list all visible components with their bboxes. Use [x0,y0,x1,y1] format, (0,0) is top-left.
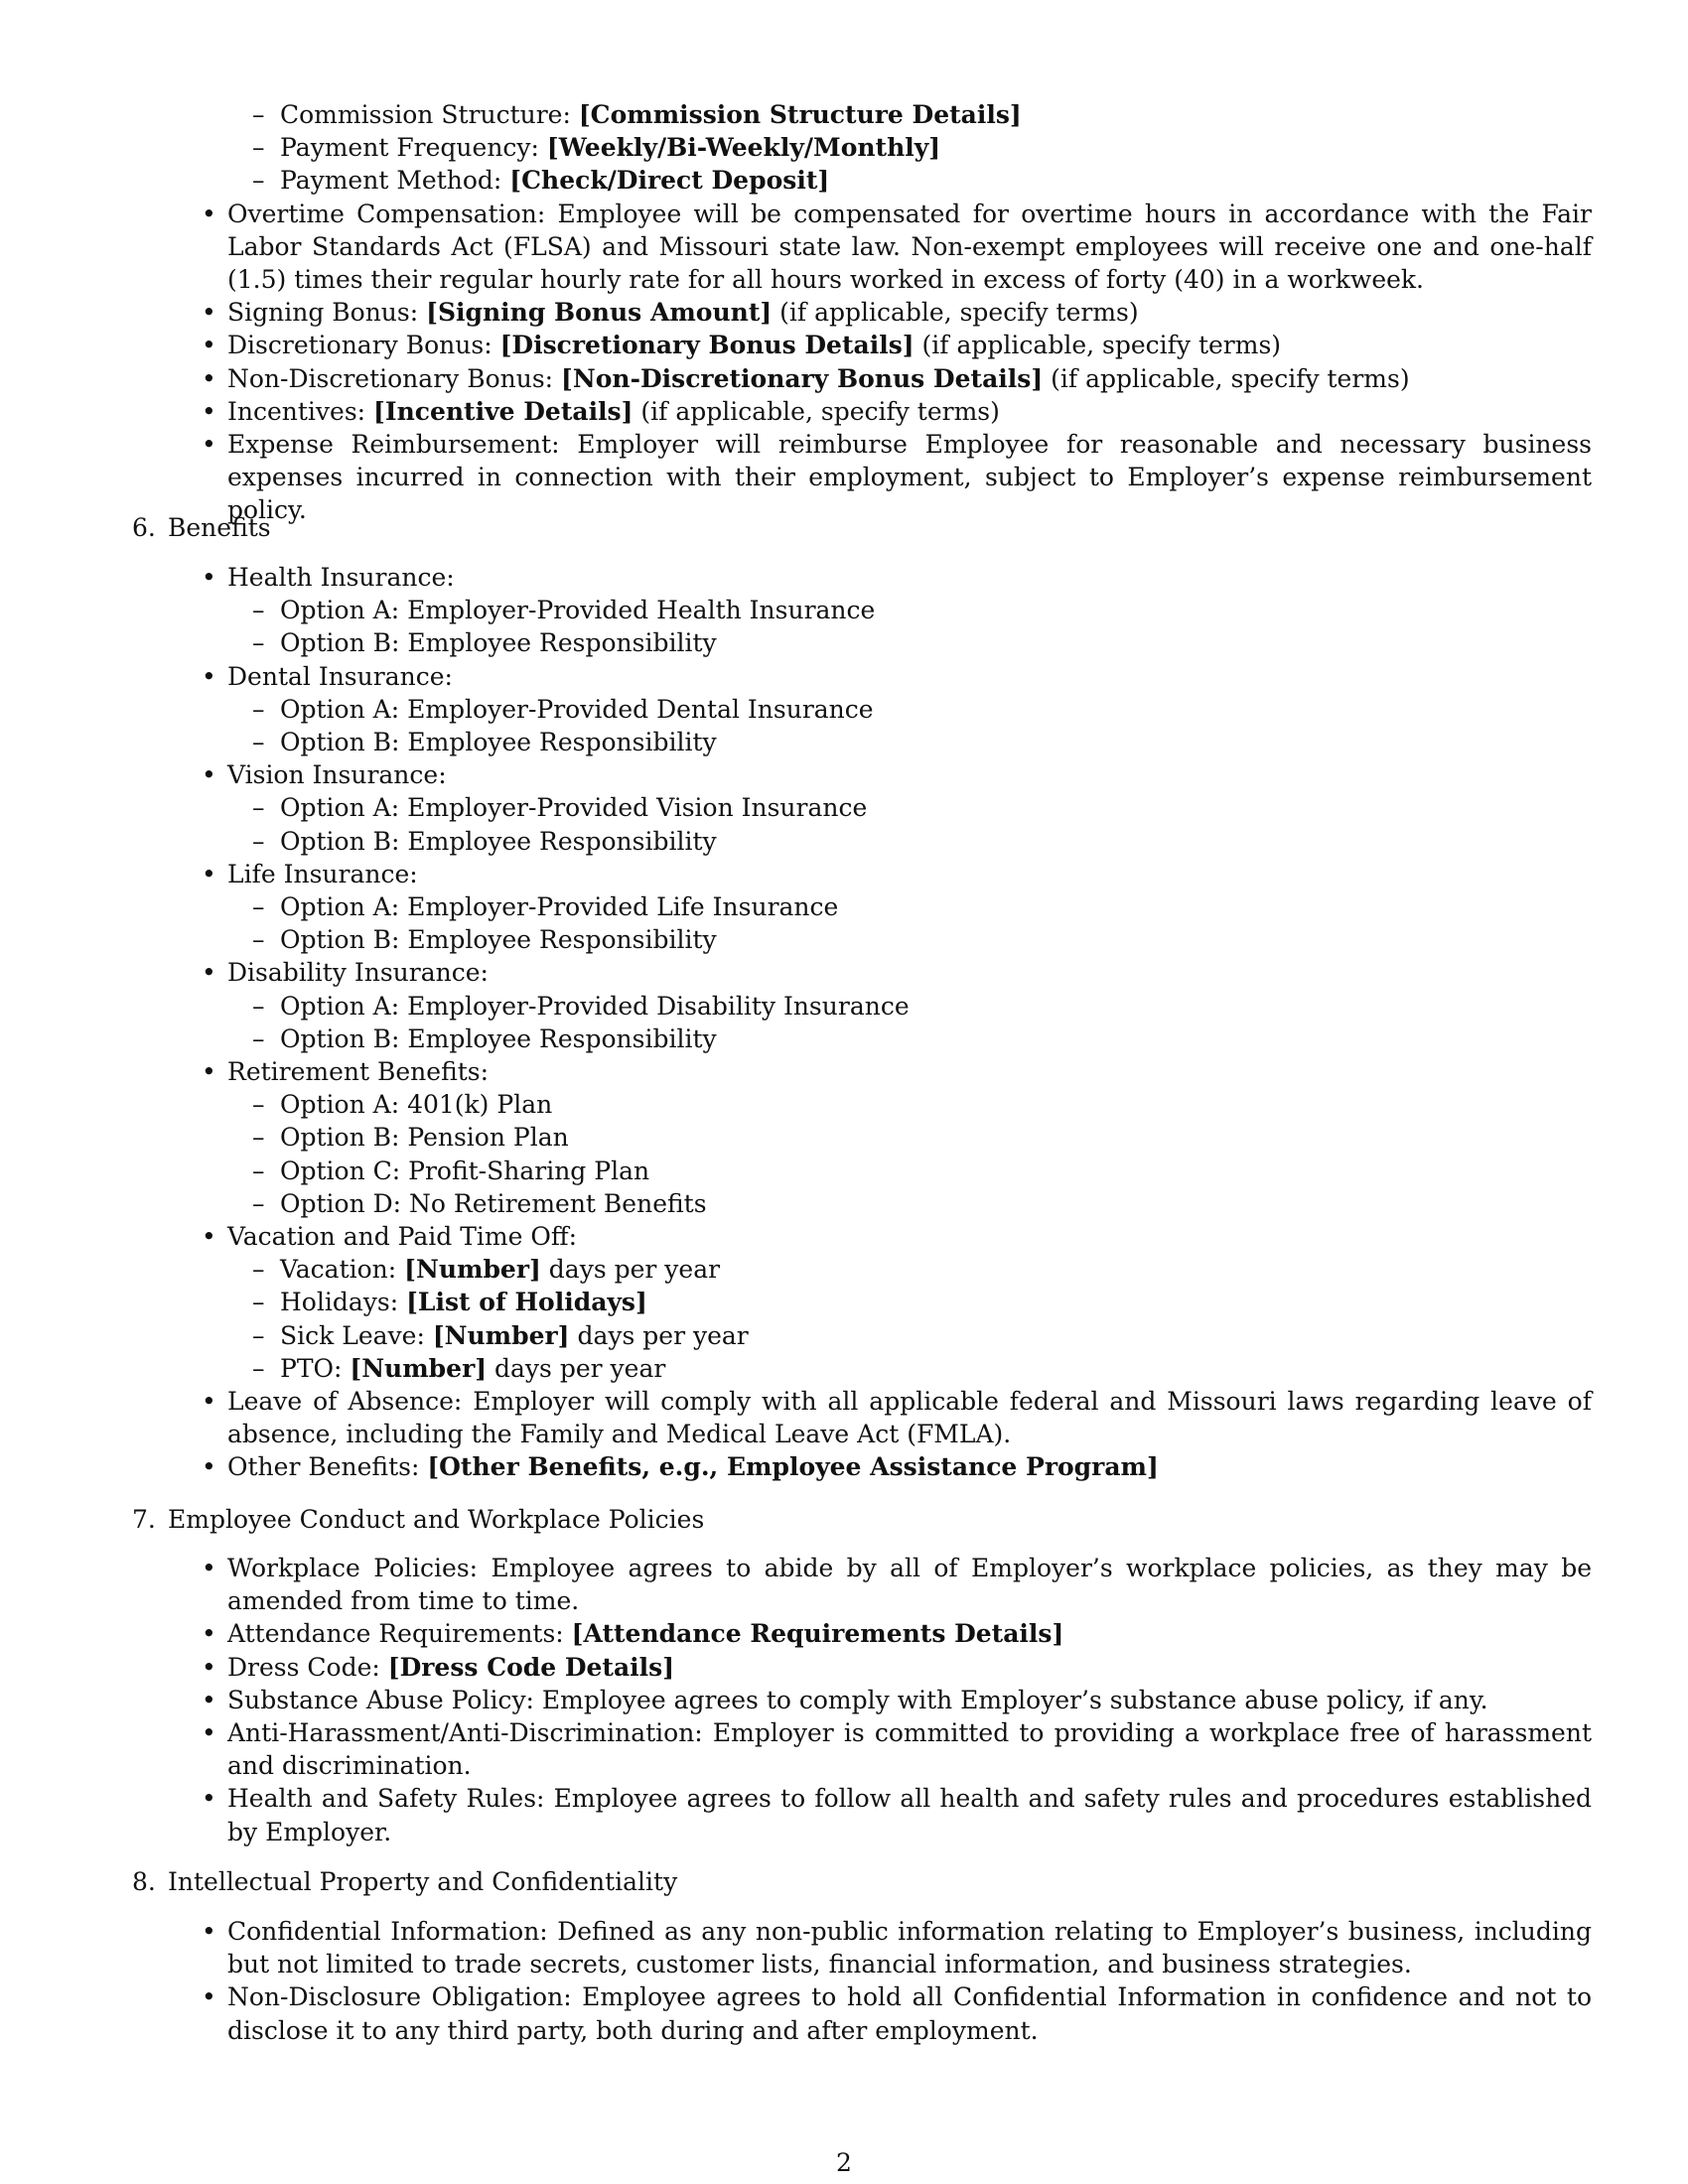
compensation-continued [0,98,1688,527]
life-insurance-item: • Life Insurance: [202,859,418,888]
expense-reimbursement-item: • Expense Reimbursement: Employer will reimburse Employee for reasonable and necessary business expenses incurred in connection with their employment, subject to Employer’s expense reimbursement policy. [202,430,1592,525]
workplace-policies-item: • Workplace Policies: Employee agrees to abide by all of Employer’s workplace policies, as they may be amended from time to time. [202,1554,1592,1616]
pto-item: – PTO: [Number] days per year [252,1353,666,1383]
vacation-days-item: – Vacation: [Number] days per year [252,1255,721,1285]
vision-insurance-item: • Vision Insurance: [202,760,447,790]
other-benefits-item: • Other Benefits: [Other Benefits, e.g., Employee Assistance Program] [202,1452,1159,1482]
health-insurance-item: • Health Insurance: [202,563,455,592]
disability-insurance-item: • Disability Insurance: [202,958,489,988]
payment-frequency-item: – Payment Frequency: [Weekly/Bi-Weekly/Monthly] [252,133,941,163]
dental-option-b: – Option B: Employee Responsibility [252,728,717,757]
leave-of-absence-item: • Leave of Absence: Employer will comply with all applicable federal and Missouri laws regarding leave of absence, including the Family and Medical Leave Act (FMLA). [202,1387,1592,1449]
retirement-option-b: – Option B: Pension Plan [252,1123,569,1153]
overtime-compensation-item: • Overtime Compensation: Employee will be compensated for overtime hours in accordance with the Fair Labor Standards Act (FLSA) and Missouri state law. Non-exempt employees will receive one and one-half (1.5) times their regular hourly rate for all hours worked in excess of forty (40) in a workweek. [202,199,1592,295]
dress-code-item: • Dress Code: [Dress Code Details] [202,1652,675,1682]
health-safety-item: • Health and Safety Rules: Employee agrees to follow all health and safety rules and procedures established by Employer. [202,1784,1592,1846]
section-8-heading: 8. Intellectual Property and Confidentiality [132,1867,678,1896]
incentives-item: • Incentives: [Incentive Details] (if applicable, specify terms) [202,396,1000,426]
vacation-pto-item: • Vacation and Paid Time Off: [202,1222,578,1252]
holidays-item: – Holidays: [List of Holidays] [252,1288,647,1317]
section-7-heading: 7. Employee Conduct and Workplace Policies [132,1505,705,1534]
benefits-list [0,561,1688,1484]
section-6-heading: 6. Benefits [132,513,271,542]
confidential-information-item: • Confidential Information: Defined as any non-public information relating to Employer’s business, including but not limited to trade secrets, customer lists, financial information, and business strategies. [202,1917,1592,1979]
page-number: 2 [836,2148,852,2177]
retirement-benefits-item: • Retirement Benefits: [202,1057,490,1087]
health-option-a: – Option A: Employer-Provided Health Insurance [252,596,876,625]
sick-leave-item: – Sick Leave: [Number] days per year [252,1320,749,1350]
dental-option-a: – Option A: Employer-Provided Dental Insurance [252,694,874,724]
signing-bonus-item: • Signing Bonus: [Signing Bonus Amount] (if applicable, specify terms) [202,298,1139,328]
retirement-option-a: – Option A: 401(k) Plan [252,1090,553,1120]
disability-option-b: – Option B: Employee Responsibility [252,1024,717,1053]
vision-option-b: – Option B: Employee Responsibility [252,826,717,856]
life-option-b: – Option B: Employee Responsibility [252,925,717,955]
attendance-requirements-item: • Attendance Requirements: [Attendance Requirements Details] [202,1619,1064,1649]
health-option-b: – Option B: Employee Responsibility [252,628,717,658]
discretionary-bonus-item: • Discretionary Bonus: [Discretionary Bonus Details] (if applicable, specify terms) [202,331,1282,360]
payment-method-item: – Payment Method: [Check/Direct Deposit] [252,166,830,196]
substance-abuse-item: • Substance Abuse Policy: Employee agrees to comply with Employer’s substance abuse policy, if any. [202,1685,1488,1714]
life-option-a: – Option A: Employer-Provided Life Insurance [252,892,839,922]
commission-structure-item: – Commission Structure: [Commission Structure Details] [252,100,1022,129]
dental-insurance-item: • Dental Insurance: [202,661,453,691]
retirement-option-d: – Option D: No Retirement Benefits [252,1188,707,1218]
non-discretionary-bonus-item: • Non-Discretionary Bonus: [Non-Discretionary Bonus Details] (if applicable, specify terms) [202,363,1410,393]
vision-option-a: – Option A: Employer-Provided Vision Insurance [252,793,868,823]
retirement-option-c: – Option C: Profit-Sharing Plan [252,1156,650,1185]
disability-option-a: – Option A: Employer-Provided Disability Insurance [252,991,910,1021]
non-disclosure-item: • Non-Disclosure Obligation: Employee agrees to hold all Confidential Information in confidence and not to disclose it to any third party, both during and after employment. [202,1982,1592,2045]
anti-harassment-item: • Anti-Harassment/Anti-Discrimination: Employer is committed to providing a workplace free of harassment and discrimination. [202,1718,1592,1781]
ip-confidentiality-list [0,1915,1688,2047]
conduct-policies-list [0,1552,1688,1848]
